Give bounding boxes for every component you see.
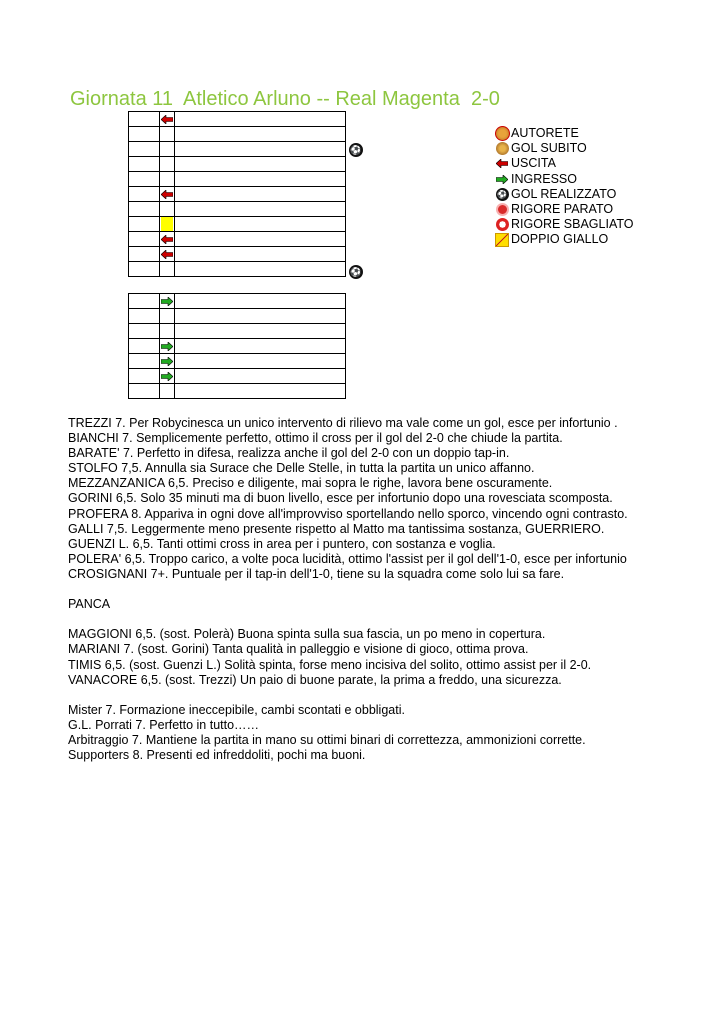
player-role [129,294,160,309]
player-role [129,127,160,142]
table-row [129,324,346,339]
player-name-cell [175,232,346,247]
sub-in-icon [161,357,173,366]
table-row [129,142,346,157]
player-role [129,157,160,172]
player-rating: GALLI 7,5. Leggermente meno presente rispetto al Matto ma tantissima sostanza, GUERRIERO. [68,521,605,536]
player-name-cell [175,354,346,369]
player-rating: GORINI 6,5. Solo 35 minuti ma di buon livello, esce per infortunio dopo una rovesciata scomposta. [68,491,613,506]
player-mark [160,247,175,262]
player-role [129,172,160,187]
player-name-cell [175,384,346,399]
table-row [129,384,346,399]
legend-label: USCITA [511,156,556,171]
player-role [129,232,160,247]
player-role [129,142,160,157]
sub-out-icon [161,250,173,259]
legend-label: INGRESSO [511,171,577,186]
starters-table [128,111,346,277]
player-mark [160,217,175,232]
sub-out-icon [161,115,173,124]
player-name-cell [175,202,346,217]
legend-item [493,187,634,202]
legend-item [493,232,634,247]
player-mark [160,384,175,399]
other-rating: Supporters 8. Presenti ed infreddoliti, pochi ma buoni. [68,748,366,763]
table-row [129,232,346,247]
player-name-cell [175,127,346,142]
player-mark [160,369,175,384]
player-role [129,187,160,202]
ratings-text [68,416,688,763]
player-mark [160,294,175,309]
sub-in-icon [493,172,511,187]
player-name-cell [175,294,346,309]
table-row [129,354,346,369]
player-mark [160,142,175,157]
table-row [129,187,346,202]
legend-item [493,156,634,171]
table-row [129,339,346,354]
legend-item [493,202,634,217]
legend-item [493,126,634,141]
player-role [129,112,160,127]
player-rating: BIANCHI 7. Semplicemente perfetto, ottimo il cross per il gol del 2-0 che chiude la partita. [68,431,563,446]
player-mark [160,112,175,127]
goal-scored-icon: ⚽ [497,189,507,199]
legend-item [493,141,634,156]
player-mark [160,202,175,217]
player-name-cell [175,324,346,339]
player-name-cell [175,309,346,324]
panca-heading: PANCA [68,597,111,612]
player-rating: TREZZI 7. Per Robycinesca un unico intervento di rilievo ma vale come un gol, esce per infortunio . [68,416,618,430]
player-name-cell [175,187,346,202]
player-name-cell [175,157,346,172]
bench-rating: MARIANI 7. (sost. Gorini) Tanta qualità in palleggio e visione di gioco, ottima prova. [68,642,529,657]
player-rating: MEZZANZANICA 6,5. Preciso e diligente, mai sopra le righe, lavora bene oscuramente. [68,476,553,491]
legend-label: GOL REALIZZATO [511,186,617,201]
player-role [129,247,160,262]
player-mark [160,172,175,187]
sub-in-icon [161,342,173,351]
player-name-cell [175,262,346,277]
bench-table [128,293,346,399]
legend-label: RIGORE SBAGLIATO [511,217,634,232]
player-rating: CROSIGNANI 7+. Puntuale per il tap-in dell'1-0, tiene su la squadra come solo lui sa fare. [68,566,565,581]
player-role [129,202,160,217]
sub-out-icon [493,156,511,171]
player-role [129,262,160,277]
player-name-cell [175,339,346,354]
player-mark [160,354,175,369]
sub-in-icon [161,372,173,381]
table-row [129,112,346,127]
player-mark [160,157,175,172]
table-row [129,217,346,232]
table-row [129,247,346,262]
legend-label: DOPPIO GIALLO [511,232,609,247]
player-role [129,309,160,324]
table-row [129,157,346,172]
legend-item [493,217,634,232]
player-name-cell [175,172,346,187]
own-goal-icon [493,126,511,141]
sub-in-icon [161,297,173,306]
sub-out-icon [161,235,173,244]
table-row [129,369,346,384]
other-rating: Mister 7. Formazione ineccepibile, cambi scontati e obbligati. [68,702,405,717]
legend [493,126,634,248]
legend-label: RIGORE PARATO [511,201,614,216]
other-rating: Arbitraggio 7. Mantiene la partita in mano su ottimi binari di correttezza, ammonizioni corrette. [68,732,586,747]
player-mark [160,262,175,277]
legend-item [493,172,634,187]
page-title: Giornata 11 Atletico Arluno -- Real Magenta 2-0 [70,88,500,110]
player-name-cell [175,369,346,384]
player-rating: BARATE' 7. Perfetto in difesa, realizza anche il gol del 2-0 con un doppio tap-in. [68,446,510,461]
table-row [129,294,346,309]
player-rating: POLERA' 6,5. Troppo carico, a volte poca lucidità, ottimo l'assist per il gol dell'1-0, esce per infortunio [68,551,627,566]
table-row [129,262,346,277]
player-mark [160,309,175,324]
goal-scored-icon: ⚽ [350,267,362,277]
penalty-missed-icon [493,217,511,232]
yellow-card-icon [161,217,173,231]
player-name-cell [175,247,346,262]
player-mark [160,232,175,247]
player-role [129,369,160,384]
player-role [129,384,160,399]
table-row [129,309,346,324]
player-rating: PROFERA 8. Appariva in ogni dove all'improvviso sportellando nello sporco, vincendo ogni contrasto. [68,506,628,521]
penalty-saved-icon [493,202,511,217]
player-role [129,324,160,339]
double-yellow-icon [493,232,511,247]
table-row [129,202,346,217]
sub-out-icon [161,190,173,199]
bench-rating: VANACORE 6,5. (sost. Trezzi) Un paio di buone parate, la prima a freddo, una sicurezza. [68,672,562,687]
player-mark [160,187,175,202]
bench-rating: TIMIS 6,5. (sost. Guenzi L.) Solità spinta, forse meno incisiva del solito, ottimo assist per il 2-0. [68,657,592,672]
goal-conceded-icon [493,141,511,156]
legend-label: GOL SUBITO [511,141,587,156]
table-row [129,172,346,187]
player-role [129,354,160,369]
goal-scored-icon: ⚽ [350,145,362,155]
player-name-cell [175,217,346,232]
table-row [129,127,346,142]
player-mark [160,127,175,142]
player-name-cell [175,112,346,127]
player-mark [160,339,175,354]
player-role [129,217,160,232]
legend-label: AUTORETE [511,126,579,140]
player-rating: STOLFO 7,5. Annulla sia Surace che Delle Stelle, in tutta la partita un unico affanno. [68,461,535,476]
player-name-cell [175,142,346,157]
player-mark [160,324,175,339]
player-rating: GUENZI L. 6,5. Tanti ottimi cross in area per i puntero, con sostanza e voglia. [68,536,496,551]
player-role [129,339,160,354]
other-rating: G.L. Porrati 7. Perfetto in tutto…… [68,717,260,732]
bench-rating: MAGGIONI 6,5. (sost. Polerà) Buona spinta sulla sua fascia, un po meno in copertura. [68,627,546,642]
